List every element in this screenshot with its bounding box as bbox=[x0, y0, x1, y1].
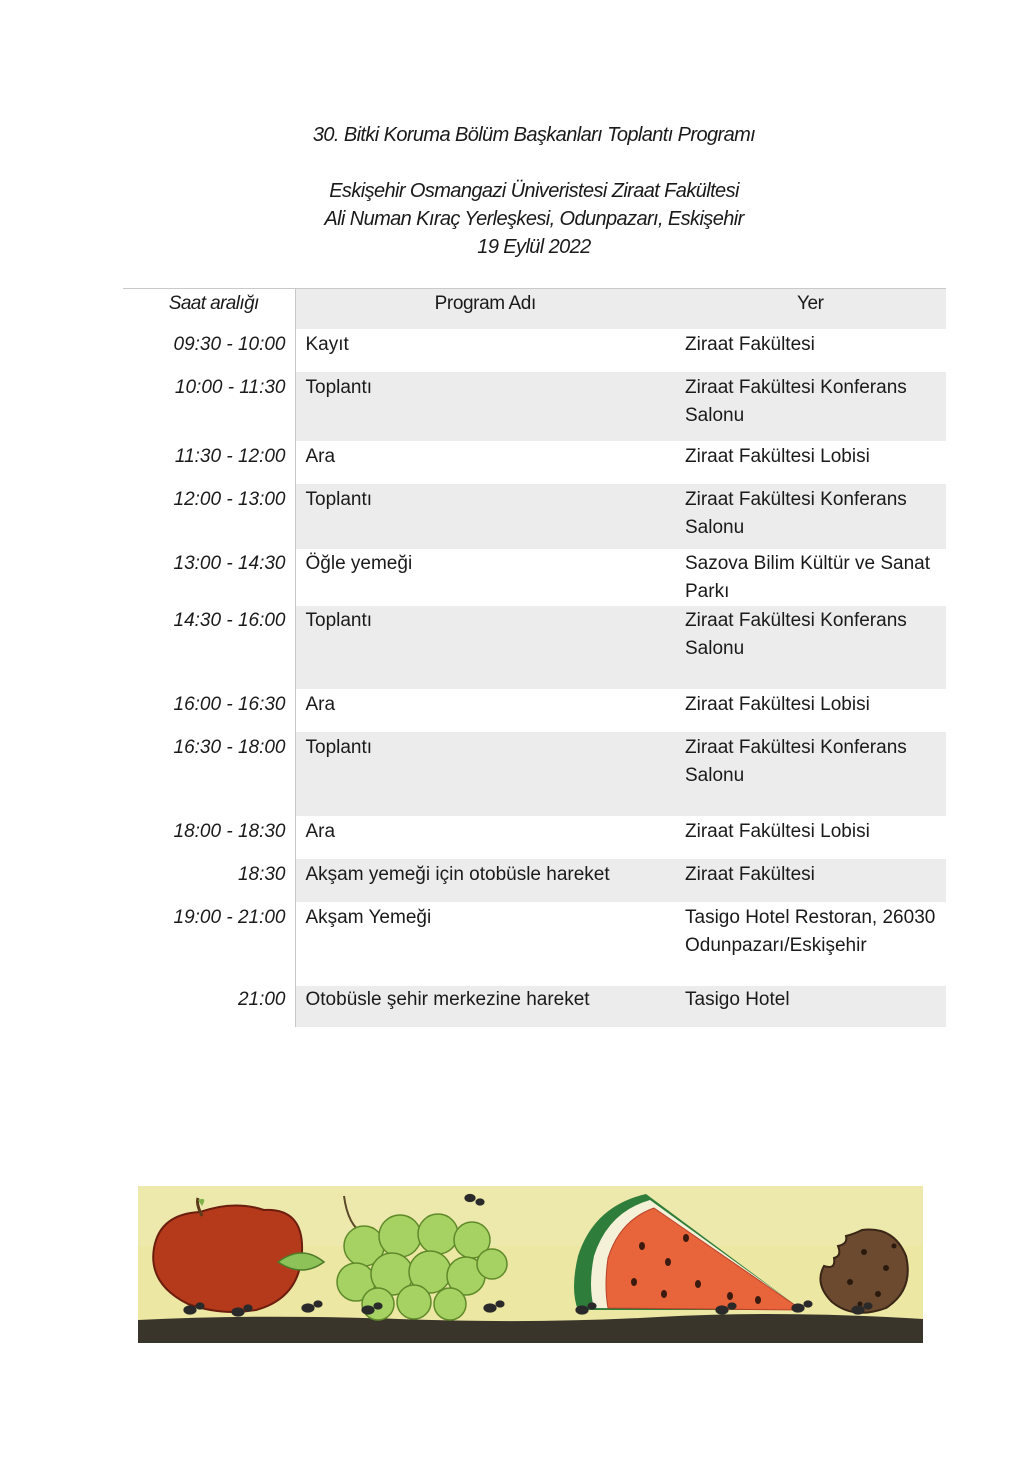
program-cell: Otobüsle şehir merkezine hareket bbox=[295, 986, 675, 1027]
venue-line-2: Ali Numan Kıraç Yerleşkesi, Odunpazarı, Eskişehir bbox=[324, 208, 744, 230]
program-cell: Ara bbox=[305, 446, 336, 467]
header-program: Program Adı bbox=[295, 289, 675, 329]
table-row bbox=[123, 484, 946, 549]
table-row bbox=[123, 859, 946, 902]
table-row bbox=[123, 329, 946, 372]
time-cell: 09:30 - 10:00 bbox=[123, 329, 295, 372]
place-cell: Sazova Bilim Kültür ve Sanat Parkı bbox=[685, 553, 931, 602]
table-row bbox=[123, 689, 946, 732]
place-cell: Ziraat Fakültesi bbox=[675, 859, 946, 902]
time-cell: 18:30 bbox=[123, 859, 295, 902]
table-row bbox=[123, 902, 946, 986]
time-cell: 11:30 - 12:00 bbox=[123, 441, 295, 484]
program-cell: Toplantı bbox=[295, 606, 675, 689]
table-row bbox=[123, 986, 946, 1027]
venue-line-1: Eskişehir Osmangazi Üniveristesi Ziraat Fakültesi bbox=[329, 180, 739, 202]
document-title: 30. Bitki Koruma Bölüm Başkanları Toplantı Programı bbox=[312, 124, 756, 146]
place-cell: Ziraat Fakültesi Konferans Salonu bbox=[675, 372, 946, 441]
program-cell: Toplantı bbox=[295, 484, 675, 549]
place-cell: Ziraat Fakültesi bbox=[685, 334, 815, 355]
fruit-carrying-ants-illustration-icon bbox=[138, 1186, 923, 1343]
place-cell: Ziraat Fakültesi Lobisi bbox=[685, 446, 870, 467]
program-cell: Toplantı bbox=[295, 732, 675, 816]
time-cell: 14:30 - 16:00 bbox=[123, 606, 295, 689]
place-cell: Ziraat Fakültesi Konferans Salonu bbox=[675, 732, 946, 816]
table-row bbox=[123, 816, 946, 859]
header-place: Yer bbox=[675, 289, 946, 329]
table-row bbox=[123, 549, 946, 606]
time-cell: 19:00 - 21:00 bbox=[123, 902, 295, 986]
time-cell: 16:00 - 16:30 bbox=[123, 689, 295, 732]
program-cell: Toplantı bbox=[295, 372, 675, 441]
program-cell: Ara bbox=[305, 821, 336, 842]
time-cell: 16:30 - 18:00 bbox=[123, 732, 295, 816]
time-cell: 10:00 - 11:30 bbox=[123, 372, 295, 441]
program-cell: Kayıt bbox=[305, 334, 349, 355]
place-cell: Ziraat Fakültesi Lobisi bbox=[685, 821, 870, 842]
place-cell: Ziraat Fakültesi Lobisi bbox=[685, 694, 870, 715]
time-cell: 18:00 - 18:30 bbox=[123, 816, 295, 859]
table-row bbox=[123, 732, 946, 816]
table-row bbox=[123, 606, 946, 689]
program-cell: Akşam Yemeği bbox=[305, 907, 432, 928]
program-cell: Ara bbox=[305, 694, 336, 715]
place-cell: Tasigo Hotel bbox=[675, 986, 946, 1027]
header-time: Saat aralığı bbox=[123, 289, 295, 329]
program-cell: Öğle yemeği bbox=[305, 553, 413, 574]
table-row bbox=[123, 441, 946, 484]
schedule-table bbox=[123, 289, 946, 1027]
event-date: 19 Eylül 2022 bbox=[477, 236, 591, 258]
table-row bbox=[123, 372, 946, 441]
place-cell: Ziraat Fakültesi Konferans Salonu bbox=[675, 484, 946, 549]
table-header-row bbox=[123, 289, 946, 329]
time-cell: 13:00 - 14:30 bbox=[123, 549, 295, 606]
time-cell: 21:00 bbox=[123, 986, 295, 1027]
program-cell: Akşam yemeği için otobüsle hareket bbox=[295, 859, 675, 902]
place-cell: Ziraat Fakültesi Konferans Salonu bbox=[675, 606, 946, 689]
place-cell: Tasigo Hotel Restoran, 26030 Odunpazarı/Eskişehir bbox=[685, 907, 936, 956]
time-cell: 12:00 - 13:00 bbox=[123, 484, 295, 549]
